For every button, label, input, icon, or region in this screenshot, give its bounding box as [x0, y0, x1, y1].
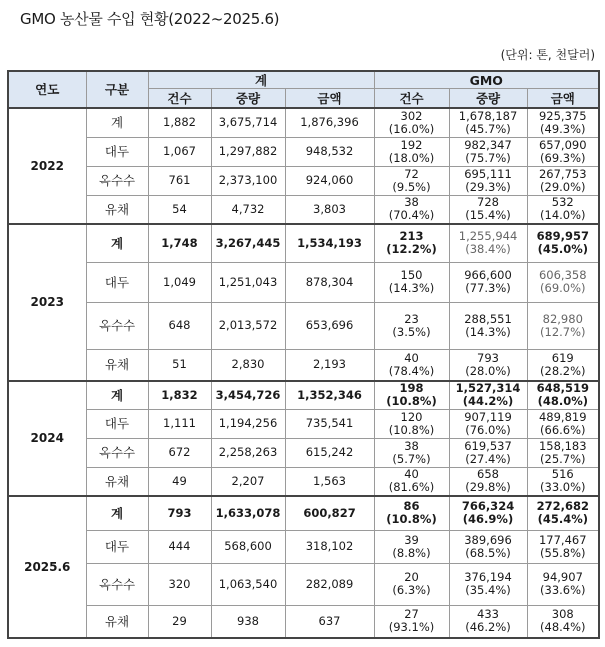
gmo-count-cell-value: 20	[404, 570, 419, 584]
header-total-weight: 중량	[211, 89, 285, 109]
gmo-weight-cell-percent: (29.3%)	[465, 179, 511, 194]
gmo-amount-cell-value: 158,183	[538, 438, 587, 453]
total-count-cell: 1,067	[148, 137, 211, 166]
total-weight-cell: 1,297,882	[211, 137, 285, 166]
gmo-count-cell-percent: (10.8%)	[388, 422, 435, 437]
gmo-amount-cell-value: 657,090	[538, 137, 587, 152]
gmo-amount-cell-percent: (66.6%)	[540, 422, 586, 437]
gmo-weight-cell-value: 376,194	[464, 570, 512, 584]
gmo-count-cell	[374, 224, 449, 262]
gmo-count-cell-value: 40	[404, 350, 419, 365]
gmo-weight-cell	[449, 262, 527, 302]
gmo-weight-cell	[449, 409, 527, 438]
header-gmo-amount: 금액	[527, 89, 599, 109]
gmo-count-cell-percent: (9.5%)	[392, 179, 431, 194]
gmo-amount-cell-value: 94,907	[542, 570, 583, 584]
gmo-weight-cell-percent: (68.5%)	[465, 545, 511, 560]
gmo-amount-cell-value: 606,358	[538, 268, 587, 282]
gmo-amount-cell-percent: (14.0%)	[540, 208, 586, 223]
total-weight-cell: 3,675,714	[211, 108, 285, 137]
gmo-weight-cell-percent: (46.2%)	[465, 620, 511, 635]
gmo-amount-cell	[527, 195, 599, 224]
gmo-count-cell-value: 198	[399, 381, 424, 396]
header-total-count: 건수	[148, 89, 211, 109]
gmo-count-cell-value: 86	[403, 499, 420, 514]
table-row	[8, 195, 599, 224]
gmo-weight-cell-value: 1,678,187	[458, 108, 518, 123]
gmo-amount-cell	[527, 224, 599, 262]
header-total-group: 계	[148, 71, 374, 89]
table-row	[8, 349, 599, 381]
table-row	[8, 409, 599, 438]
gmo-weight-cell-percent: (29.8%)	[465, 480, 511, 495]
category-cell: 대두	[86, 262, 148, 302]
gmo-weight-cell-value: 389,696	[464, 532, 512, 547]
category-cell: 유채	[86, 467, 148, 496]
gmo-amount-cell-percent: (33.0%)	[540, 480, 586, 495]
gmo-amount-cell-value: 689,957	[536, 229, 589, 244]
gmo-weight-cell-value: 695,111	[464, 166, 512, 181]
category-cell: 계	[86, 224, 148, 262]
gmo-amount-cell-percent: (29.0%)	[540, 179, 586, 194]
total-amount-cell: 3,803	[285, 195, 374, 224]
gmo-count-cell-percent: (10.8%)	[386, 512, 437, 527]
gmo-amount-cell	[527, 409, 599, 438]
category-cell: 대두	[86, 409, 148, 438]
category-cell: 옥수수	[86, 438, 148, 467]
total-count-cell: 444	[148, 530, 211, 563]
total-count-cell: 793	[148, 496, 211, 530]
gmo-weight-cell	[449, 166, 527, 195]
table-row	[8, 496, 599, 530]
gmo-amount-cell-value: 516	[551, 467, 574, 482]
total-amount-cell: 1,563	[285, 467, 374, 496]
total-weight-cell: 1,063,540	[211, 563, 285, 605]
gmo-weight-cell	[449, 438, 527, 467]
gmo-amount-cell	[527, 349, 599, 381]
total-count-cell: 49	[148, 467, 211, 496]
gmo-count-cell	[374, 530, 449, 563]
gmo-amount-cell-value: 267,753	[538, 166, 587, 181]
gmo-count-cell	[374, 302, 449, 349]
gmo-count-cell-value: 72	[404, 166, 419, 181]
total-weight-cell: 1,251,043	[211, 262, 285, 302]
table-row	[8, 166, 599, 195]
gmo-weight-cell-value: 966,600	[464, 268, 512, 282]
gmo-amount-cell-value: 272,682	[536, 499, 589, 514]
gmo-amount-cell-percent: (69.3%)	[540, 150, 586, 165]
gmo-weight-cell	[449, 108, 527, 137]
gmo-count-cell-value: 150	[400, 268, 423, 282]
header-year: 연도	[8, 71, 86, 108]
gmo-weight-cell-value: 1,255,944	[458, 229, 518, 244]
gmo-count-cell	[374, 409, 449, 438]
gmo-count-cell-percent: (78.4%)	[388, 363, 435, 378]
gmo-weight-cell-percent: (38.4%)	[465, 242, 511, 257]
total-count-cell: 54	[148, 195, 211, 224]
gmo-weight-cell	[449, 605, 527, 638]
gmo-weight-cell-percent: (27.4%)	[465, 451, 511, 466]
gmo-weight-cell-percent: (14.3%)	[465, 324, 511, 339]
gmo-weight-cell	[449, 381, 527, 409]
gmo-count-cell	[374, 166, 449, 195]
total-count-cell: 672	[148, 438, 211, 467]
total-count-cell: 1,882	[148, 108, 211, 137]
gmo-weight-cell-value: 619,537	[464, 438, 512, 453]
gmo-amount-cell	[527, 467, 599, 496]
gmo-amount-cell	[527, 496, 599, 530]
gmo-count-cell-value: 39	[404, 532, 419, 547]
gmo-weight-cell	[449, 563, 527, 605]
gmo-count-cell	[374, 108, 449, 137]
gmo-weight-cell	[449, 349, 527, 381]
gmo-weight-cell-value: 728	[477, 195, 499, 210]
gmo-amount-cell	[527, 381, 599, 409]
gmo-amount-cell	[527, 563, 599, 605]
total-amount-cell: 282,089	[285, 563, 374, 605]
total-amount-cell: 924,060	[285, 166, 374, 195]
gmo-amount-cell-percent: (28.2%)	[540, 363, 586, 378]
gmo-weight-cell-percent: (77.3%)	[465, 281, 511, 295]
gmo-count-cell	[374, 137, 449, 166]
table-row	[8, 563, 599, 605]
gmo-amount-cell	[527, 302, 599, 349]
gmo-count-cell-percent: (70.4%)	[388, 208, 435, 223]
category-cell: 옥수수	[86, 563, 148, 605]
gmo-count-cell-percent: (12.2%)	[386, 242, 437, 257]
table-row	[8, 438, 599, 467]
total-amount-cell: 878,304	[285, 262, 374, 302]
table-row	[8, 108, 599, 137]
gmo-count-cell-percent: (18.0%)	[388, 150, 435, 165]
table-row	[8, 224, 599, 262]
total-amount-cell: 318,102	[285, 530, 374, 563]
total-count-cell: 320	[148, 563, 211, 605]
gmo-weight-cell	[449, 302, 527, 349]
gmo-weight-cell-value: 433	[477, 607, 499, 622]
gmo-amount-cell-percent: (48.4%)	[540, 620, 586, 635]
year-cell: 2023	[8, 224, 86, 381]
total-count-cell: 648	[148, 302, 211, 349]
total-amount-cell: 615,242	[285, 438, 374, 467]
gmo-count-cell-percent: (10.8%)	[386, 394, 437, 409]
gmo-weight-cell-percent: (35.4%)	[465, 583, 511, 597]
total-amount-cell: 600,827	[285, 496, 374, 530]
total-weight-cell: 1,633,078	[211, 496, 285, 530]
gmo-weight-cell	[449, 137, 527, 166]
gmo-weight-cell-percent: (46.9%)	[462, 512, 514, 527]
gmo-count-cell-value: 302	[400, 108, 423, 123]
gmo-weight-cell-percent: (76.0%)	[465, 422, 511, 437]
gmo-amount-cell-percent: (69.0%)	[540, 281, 586, 295]
gmo-amount-cell-percent: (45.0%)	[537, 242, 588, 257]
gmo-import-table	[7, 70, 600, 639]
gmo-weight-cell	[449, 530, 527, 563]
gmo-weight-cell-value: 907,119	[464, 409, 512, 424]
total-weight-cell: 568,600	[211, 530, 285, 563]
header-gmo-group: GMO	[374, 71, 599, 89]
category-cell: 계	[86, 108, 148, 137]
total-count-cell: 1,049	[148, 262, 211, 302]
gmo-count-cell-value: 27	[404, 607, 419, 622]
gmo-count-cell-value: 23	[404, 311, 419, 326]
gmo-count-cell	[374, 195, 449, 224]
gmo-amount-cell	[527, 166, 599, 195]
gmo-weight-cell-percent: (28.0%)	[465, 363, 511, 378]
total-count-cell: 1,111	[148, 409, 211, 438]
header-gmo-weight: 중량	[449, 89, 527, 109]
gmo-count-cell-percent: (16.0%)	[388, 121, 435, 136]
gmo-amount-cell-value: 619	[551, 350, 574, 365]
total-amount-cell: 948,532	[285, 137, 374, 166]
gmo-weight-cell-value: 288,551	[464, 311, 512, 326]
total-amount-cell: 653,696	[285, 302, 374, 349]
category-cell: 계	[86, 381, 148, 409]
total-weight-cell: 1,194,256	[211, 409, 285, 438]
gmo-count-cell	[374, 563, 449, 605]
year-cell: 2024	[8, 381, 86, 496]
total-count-cell: 51	[148, 349, 211, 381]
table-row	[8, 530, 599, 563]
gmo-count-cell-percent: (6.3%)	[392, 583, 431, 597]
total-weight-cell: 2,013,572	[211, 302, 285, 349]
table-row	[8, 262, 599, 302]
gmo-amount-cell-percent: (55.8%)	[540, 545, 586, 560]
gmo-count-cell-value: 38	[404, 438, 419, 453]
gmo-amount-cell-value: 177,467	[538, 532, 587, 547]
category-cell: 계	[86, 496, 148, 530]
table-row	[8, 302, 599, 349]
gmo-count-cell-percent: (8.8%)	[392, 545, 431, 560]
gmo-amount-cell-percent: (45.4%)	[537, 512, 588, 527]
total-weight-cell: 2,258,263	[211, 438, 285, 467]
total-amount-cell: 2,193	[285, 349, 374, 381]
gmo-amount-cell	[527, 530, 599, 563]
gmo-amount-cell-percent: (33.6%)	[540, 583, 586, 597]
gmo-count-cell	[374, 262, 449, 302]
total-count-cell: 29	[148, 605, 211, 638]
page-title: GMO 농산물 수입 현황(2022~2025.6)	[20, 10, 280, 28]
gmo-amount-cell-value: 925,375	[538, 108, 587, 123]
header-gmo-count: 건수	[374, 89, 449, 109]
gmo-amount-cell-percent: (25.7%)	[540, 451, 586, 466]
table-row	[8, 467, 599, 496]
gmo-amount-cell	[527, 137, 599, 166]
gmo-count-cell	[374, 467, 449, 496]
gmo-count-cell-value: 40	[404, 467, 419, 482]
gmo-count-cell-percent: (81.6%)	[388, 480, 435, 495]
gmo-count-cell	[374, 349, 449, 381]
gmo-weight-cell	[449, 467, 527, 496]
gmo-weight-cell-value: 1,527,314	[455, 381, 521, 396]
gmo-weight-cell	[449, 224, 527, 262]
gmo-weight-cell-value: 766,324	[461, 499, 515, 514]
category-cell: 대두	[86, 530, 148, 563]
total-weight-cell: 3,267,445	[211, 224, 285, 262]
table-row	[8, 137, 599, 166]
total-amount-cell: 637	[285, 605, 374, 638]
gmo-count-cell-percent: (93.1%)	[388, 620, 435, 635]
total-weight-cell: 2,830	[211, 349, 285, 381]
table-row	[8, 605, 599, 638]
unit-note: (단위: 톤, 천달러)	[500, 48, 595, 62]
gmo-weight-cell-percent: (44.2%)	[462, 394, 514, 409]
total-count-cell: 1,748	[148, 224, 211, 262]
gmo-amount-cell-value: 532	[551, 195, 574, 210]
total-weight-cell: 938	[211, 605, 285, 638]
year-cell: 2025.6	[8, 496, 86, 638]
total-weight-cell: 4,732	[211, 195, 285, 224]
total-amount-cell: 735,541	[285, 409, 374, 438]
gmo-amount-cell-value: 489,819	[538, 409, 587, 424]
total-weight-cell: 2,373,100	[211, 166, 285, 195]
category-cell: 옥수수	[86, 302, 148, 349]
total-count-cell: 761	[148, 166, 211, 195]
gmo-weight-cell-value: 793	[477, 350, 499, 365]
total-weight-cell: 3,454,726	[211, 381, 285, 409]
gmo-count-cell-percent: (3.5%)	[392, 324, 431, 339]
gmo-amount-cell-value: 648,519	[536, 381, 589, 396]
gmo-count-cell	[374, 438, 449, 467]
total-count-cell: 1,832	[148, 381, 211, 409]
table-row	[8, 381, 599, 409]
gmo-amount-cell-value: 308	[551, 607, 574, 622]
gmo-amount-cell-percent: (12.7%)	[540, 324, 586, 339]
gmo-count-cell-percent: (5.7%)	[392, 451, 431, 466]
gmo-amount-cell	[527, 262, 599, 302]
gmo-count-cell	[374, 381, 449, 409]
gmo-count-cell-value: 38	[404, 195, 419, 210]
gmo-amount-cell	[527, 438, 599, 467]
total-amount-cell: 1,876,396	[285, 108, 374, 137]
gmo-weight-cell	[449, 195, 527, 224]
category-cell: 유채	[86, 195, 148, 224]
gmo-amount-cell-percent: (49.3%)	[540, 121, 586, 136]
category-cell: 유채	[86, 605, 148, 638]
gmo-weight-cell-value: 982,347	[464, 137, 512, 152]
gmo-amount-cell-value: 82,980	[542, 311, 583, 326]
gmo-count-cell-value: 120	[400, 409, 423, 424]
gmo-amount-cell	[527, 605, 599, 638]
total-weight-cell: 2,207	[211, 467, 285, 496]
gmo-count-cell-percent: (14.3%)	[388, 281, 435, 295]
gmo-weight-cell	[449, 496, 527, 530]
table-body	[8, 108, 599, 638]
gmo-weight-cell-value: 658	[477, 467, 499, 482]
total-amount-cell: 1,352,346	[285, 381, 374, 409]
gmo-weight-cell-percent: (15.4%)	[465, 208, 511, 223]
gmo-weight-cell-percent: (75.7%)	[465, 150, 511, 165]
category-cell: 대두	[86, 137, 148, 166]
gmo-amount-cell	[527, 108, 599, 137]
gmo-count-cell	[374, 605, 449, 638]
header-category: 구분	[86, 71, 148, 108]
total-amount-cell: 1,534,193	[285, 224, 374, 262]
gmo-count-cell-value: 192	[400, 137, 423, 152]
category-cell: 옥수수	[86, 166, 148, 195]
gmo-amount-cell-percent: (48.0%)	[537, 394, 588, 409]
category-cell: 유채	[86, 349, 148, 381]
year-cell: 2022	[8, 108, 86, 224]
gmo-count-cell-value: 213	[399, 229, 424, 244]
header-total-amount: 금액	[285, 89, 374, 109]
gmo-count-cell	[374, 496, 449, 530]
gmo-weight-cell-percent: (45.7%)	[465, 121, 511, 136]
